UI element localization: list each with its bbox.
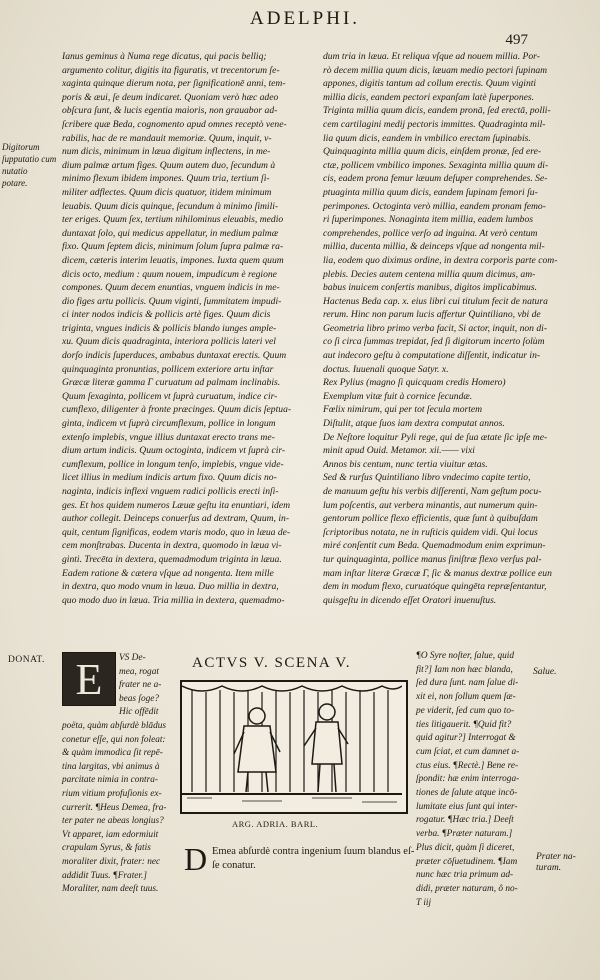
commentary-line: rium vitium profuſionis ex- [62,788,162,799]
text-line: Geometria libro primo verba facit, Si actor, inquit, non di- [323,322,548,334]
commentary-line: tina largitas, vbi animus à [62,761,160,772]
text-line: gentorum pollice flexo efficientis, quæ ſunt à quibuſdam [323,513,538,525]
note-line: quid agitur?] Interrogat & [416,733,516,744]
text-line: ginti. Trecēta in dextera, quemadmodum triginta in læua. [62,553,282,565]
text-line: naginta, indicis inflexi vnguem radici pollicis erecti inſi- [62,486,279,497]
text-line: leuabis. Quum dicis quinque, ſecundum à minimo ſimili- [62,200,279,212]
text-line: millia dicis, eandem pectori expanſam latè ſuperpones. [323,91,535,103]
woodcut-scene-icon [182,682,402,808]
text-line: aut indecoro geſtu à computatione diſſentit, indicatur in- [323,350,541,362]
text-line: ci inter nodos indicis & pollicis artè figes. Quum dicis [62,309,271,321]
note-line: xit ei, non ſollum quem ſæ- [416,692,516,703]
note-line: cum ſciat, et cum damnet a- [416,746,520,757]
act-scene-title: ACTVS V. SCENA V. [192,655,352,671]
text-line: dicem, cæteris interim leuatis, impones. Iuxta quem quum [62,254,284,266]
text-line: de manuum geſtu his verbis diſſerenti, Nam geſtum pocu- [323,486,542,497]
text-line: Rex Pylius (magno ſi quicquam credis Homero) [323,377,506,389]
scene-notes [416,650,534,910]
text-line: ter eriges. Quum ſex, tertium nihilominus eleuabis, medio [62,214,284,226]
text-line: quinquaginta pronuntias, pollicem exteriore artu inſtar [62,363,274,375]
text-line: xaginta quinque dierum nota, per ſignificationē anni, tem- [62,78,286,90]
text-line: Quinquaginta millia quum dicis, einſdem pronæ, ſed ere- [323,146,542,158]
text-line: dium palmæ artum figes. Quum autem duo, ſecundum à [62,159,276,171]
margin-note-line: nutatio [2,166,28,176]
text-line: rerum. Hinc non parum lucis affertur Quintiliano, vbi de [323,309,541,321]
note-line: T iij [416,897,432,908]
text-line: Diſtulit, atque ſuos iam dextra computat annos. [323,418,505,430]
text-line: militer adflectes. Quum dicis quatuor, itidem minimum [62,186,272,198]
text-line: millia, ducenta millia, & deinceps vſque ad nongenta mil- [323,241,545,253]
right-text-column [323,50,558,607]
text-line: quisgeſtu in dicendo eſſet Oratori inuenuſtus. [323,594,497,606]
text-line: Græcæ literæ gamma Γ curuatum ad palmam inclinabis. [62,377,281,389]
text-line: miré conſentit cum Beda. Quemadmodum enim exprimun- [323,540,546,552]
left-text-column [62,50,292,607]
note-line: præter cōſuetudinem. ¶Iam [416,856,518,867]
commentary-line: & quàm immodica ſit repē- [62,748,163,759]
text-line: ſcriptoribus notata, ne in ruſticis quidem vidi. Qui locus [323,526,538,538]
text-line: triginta, vngues indicis & pollicis blando iunges ample- [62,322,277,334]
text-line: dum tria in læua. Et reliqua vſque ad nouem millia. Por- [323,51,540,62]
text-line: De Neſtore loquitur Pyli rege, qui de ſua ætate ſic ipſe me- [323,431,548,443]
commentary-line: conetur eſſe, qui non foleat: [62,734,166,745]
note-line: Plus dicit, quàm ſi diceret, [416,842,515,853]
commentary-line: parcitate nimia in contra- [62,775,158,786]
note-line: rogatur. ¶Hæc tria.] Deeſt [416,815,514,826]
woodcut-illustration [180,680,408,814]
commentary-line: VS De- [119,653,146,663]
commentary-line: beas ſoge? [119,693,160,704]
text-line: rabilis, hac de re mandauit memoriæ. Quum, inquit, v- [62,132,272,144]
text-line: plebis. Decies autem centena millia quum dicimus, am- [323,268,536,280]
text-line: poris & æui, ſe deum indicaret. Quoniam verò hæc adeo [62,91,279,103]
text-line: argumento colitur, digitis ita figuratis, vt trecentorum ſe- [62,64,280,76]
text-line: Triginta millia quum dicis, eandem pronā, ſed erectā, polli- [323,105,551,117]
commentary-line: moraliter dixit, frater: nec [62,856,161,867]
text-line: tur quinquaginta, pollice manus ſiniſtræ flexo verſus pal- [323,553,542,565]
text-line: obſcura ſunt, & lucis egentia maioris, non grauabor ad- [62,105,278,117]
text-line: fixo. Quum ſeptem dicis, minimum ſolum ſupra palmæ ra- [62,241,284,253]
text-line: Quum ſexaginta, pollicem vt ſuprà curuatum, indice cir- [62,390,278,402]
text-line: ginta, indicem vt ſuprà circumflexum, pollice in longum [62,418,276,430]
text-line: lum poſcentis, aut verbera minantis, aut numerum quin- [323,499,538,511]
commentary-line: ter pater ne abeas longius? [62,816,164,827]
text-line: cumflexo, diligenter à fronte præcinges. Quum dicis ſeptua- [62,404,292,416]
text-line: cis, eadem prona femur læuum deſuper comprehendes. Se- [323,173,548,185]
text-line: dem in modum flexo, curuatóque quingēta repræſentantur, [323,581,547,593]
text-line: ges. Et hos quidem numeros Læuæ geſtu ita enuntiari, idem [62,499,291,511]
text-line: ſcribere quæ Beda, cognomento apud omnes receptò vene- [62,118,287,130]
page-number: 497 [505,32,528,48]
note-line: ties litigauerit. ¶Quid fit? [416,719,512,730]
note-line: ſed dura ſunt. nam ſalue di- [416,678,519,689]
commentary-line: frater ne a- [119,680,162,691]
text-line: babus inuicem conſertis manibus, digitos implicabimus. [323,282,537,294]
text-line: comprehendes, pollice verſo ad inguina. At verò centum [323,227,538,239]
text-line: Fœlix nimirum, qui per tot ſecula mortem [323,404,483,416]
text-line: cumflexum, pollice in longum tenſo, implebis, vngue vide- [62,458,284,470]
text-line: minimo flexum ibidem impones. Quum tria, tertium ſi- [62,173,270,185]
note-line: didi, præter naturam, ô no- [416,883,518,894]
side-note-salue: Salue. [533,667,557,677]
text-line: compones. Quum decem enuntias, vnguem indicis in me- [62,282,280,294]
note-line: verba. ¶Præter naturam.] [416,829,513,840]
woodcut-caption: ARG. ADRIA. BARL. [232,819,319,829]
commentary-line: crapulam Syrus, & fatis [62,843,151,854]
running-head: ADELPHI. [250,8,361,29]
commentary-line: Hic offēdit [119,707,159,718]
note-line: tiones de ſalute atque incō- [416,788,518,799]
text-line: lia, eodem quo diximus ordine, in dextra corporis parte com- [323,254,558,266]
text-line: cem cartilagini medij pectoris immittes. Quadraginta mil- [323,118,546,130]
text-line: Eadem ratione & cætera vſque ad nongenta. Item mille [62,567,274,579]
text-line: extenſo implebis, vngue illius duntaxat erecto trans me- [62,431,275,443]
note-line: lumitate eius ſunt qui inter- [416,801,518,812]
text-line: lia quum dicis, eandem in vmbilico erectam ſupinabis. [323,132,531,144]
text-line: perimpones. Octoginta verò millia, eandem pronam femo- [323,200,546,212]
note-line: fit?] Iam non hæc blanda, [416,664,513,675]
text-line: ri ſuperimpones. Nonaginta item millia, eadem lumbos [323,214,533,226]
text-line: minit apud Ouid. Metamor. xii.—— vixi [323,445,475,457]
text-line: ptuaginta millia quum dicis, eandem ſupinam femori ſu- [323,186,538,198]
text-line: quo modo duo in læua. Tria millia in dextera, quemadmo- [62,594,285,606]
text-line: Sed & rurſus Quintiliano libro vndecimo capite tertio, [323,472,531,484]
text-line: in dextra, quo modo vnum in læua. Duo millia in dextra, [62,581,279,593]
text-line: ctæ, pollicem vmbilico impones. Sexaginta millia quum di- [323,159,549,171]
text-line: quit, centum ſignificas, eodem vtaris modo, quo in læua de- [62,526,291,538]
text-line: Exemplum vitæ fuit à cornice ſecundæ. [323,390,473,402]
side-note-line: turam. [536,863,562,873]
margin-note [2,141,62,189]
text-line: author collegit. Deinceps conuerſus ad dextram, Quum, in- [62,513,290,525]
text-line: Annos bis centum, nunc tertia viuitur ætas. [323,458,488,470]
text-line: dorſo indicis ſuperduces, ambabus duntaxat erectis. Quum [62,350,287,362]
commentary-line: mea, rogat [119,666,159,677]
text-line: co ſi circa ſummas trepidat, ſed ſi digitorum incerto ſolùm [323,336,545,348]
argument-line: ſe conatur. [212,860,256,871]
margin-note-line: ſupputatio cum [2,154,57,164]
text-line: dicis octo, medium : quum nouem, impudicum è regione [62,268,277,280]
note-line: pe viderit, ſed cum quo to- [416,705,515,716]
text-line: cem monſtrabas. Ducenta in dextra, quomodo in læua vi- [62,540,282,552]
argument-line: Emea abſurdè contra ingenium ſuum blandus eſ- [212,846,415,857]
side-note-prater [536,852,576,874]
note-line: nunc hæc tria primum ad- [416,870,514,881]
note-line: ¶O Syre noſter, ſalue, quid [416,651,514,661]
side-note-line: Prater na- [536,852,576,862]
text-line: appones, digitis tantum ad collum erectis. Quum viginti [323,78,537,90]
commentary-line: currerit. ¶Heus Demea, fra- [62,802,167,813]
text-line: mam inſtar literæ Græcæ Γ, ſic & manus dextræ pollice eun [323,567,552,579]
text-line: dio figes artu pollicis. Quum viginti, ſummitatem impudi- [62,295,282,307]
text-line: duntaxat ſolo, qui medicus appellatur, in medium palmæ [62,227,279,239]
dialog-initial: D [184,841,208,877]
text-line: rò decem millia quum dicis, læuam medio pectori ſupinam [323,64,548,76]
commentary-line: poëta, quàm abſurdè blādus [62,720,166,731]
text-line: licet illius in medium indicis artum fixo. Quum dicis no- [62,472,277,484]
margin-note-line: potare. [2,178,28,188]
text-line: xu. Quum dicis quadraginta, interiora pollicis lateri vel [62,336,276,348]
commentary-line: addidit Tuus. ¶Frater.] [62,870,147,881]
text-line: Ianus geminus à Numa rege dicatus, qui pacis belliq; [62,51,267,62]
note-line: ctus eius. ¶Rectè.] Bene re- [416,760,519,771]
note-line: ſpondit: hæ enim interroga- [416,774,520,785]
text-line: dium artum indicis. Quum octoginta, indicem vt ſuprà cir- [62,445,286,457]
commentary-line: Vt apparet, iam edormiuit [62,829,159,840]
commentary-line: Moraliter, nam deeſt tuus. [62,884,159,895]
drop-cap-initial: E [62,652,116,706]
margin-note-line: Digitorum [2,142,40,152]
text-line: doctus. Iuuenali quoque Satyr. x. [323,363,449,375]
text-line: Hactenus Beda cap. x. eius libri cui titulum fecit de natura [323,295,548,307]
text-line: num dicis, minimum in læua digitum inflectens, in me- [62,146,271,158]
scene-argument [212,845,415,873]
donat-label: DONAT. [8,655,45,665]
